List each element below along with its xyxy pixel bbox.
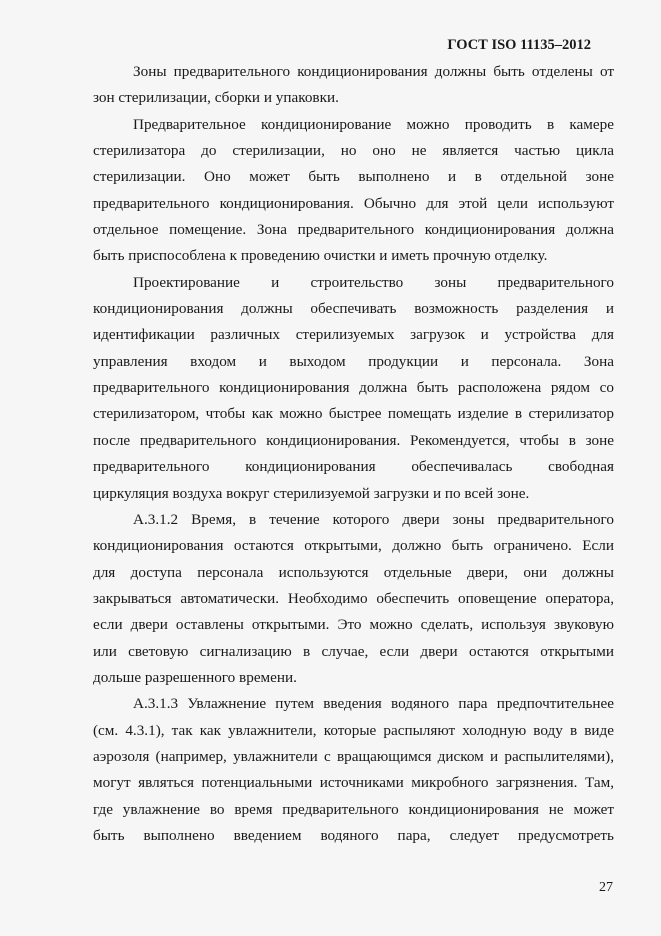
document-body bbox=[93, 59, 614, 849]
text-line: А.3.1.2 Время, в течение которого двери зоны предварительного bbox=[133, 510, 614, 528]
text-line: (см. 4.3.1), так как увлажнители, которые распыляют холодную воду в виде bbox=[93, 721, 614, 739]
text-line: отдельное помещение. Зона предварительного кондиционирования должна bbox=[93, 221, 614, 239]
text-line: закрываться автоматически. Необходимо обеспечить оповещение оператора, bbox=[93, 589, 614, 607]
text-line: дольше разрешенного времени. bbox=[93, 668, 297, 686]
paragraph-section-a313 bbox=[93, 691, 614, 849]
text-line: стерилизатором, чтобы как можно быстрее помещать изделие в стерилизатор bbox=[93, 405, 614, 423]
text-line: управления входом и выходом продукции и персонала. Зона bbox=[93, 352, 614, 370]
text-line: стерилизации. Оно может быть выполнено и в отдельной зоне bbox=[93, 168, 614, 186]
text-line: или световую сигнализацию в случае, если двери остаются открытыми bbox=[93, 642, 614, 660]
document-header-standard-code: ГОСТ ISO 11135–2012 bbox=[447, 37, 591, 53]
text-line: быть приспособлена к проведению очистки и иметь прочную отделку. bbox=[93, 247, 548, 265]
text-line: предварительного кондиционирования должна быть расположена рядом со bbox=[93, 379, 614, 397]
text-line: Зоны предварительного кондиционирования должны быть отделены от bbox=[133, 63, 614, 80]
text-line: стерилизатора до стерилизации, но оно не является частью цикла bbox=[93, 142, 614, 160]
text-line: для доступа персонала используются отдельные двери, они должны bbox=[93, 563, 614, 581]
paragraph-preconditioning-location bbox=[93, 112, 614, 270]
text-line: предварительного кондиционирования. Обычно для этой цели используют bbox=[93, 194, 614, 212]
paragraph-zone-separation bbox=[93, 59, 614, 112]
paragraph-section-a312 bbox=[93, 507, 614, 691]
paragraph-zone-design bbox=[93, 270, 614, 507]
text-line: А.3.1.3 Увлажнение путем введения водяного пара предпочтительнее bbox=[133, 695, 614, 713]
text-line: Предварительное кондиционирование можно проводить в камере bbox=[133, 115, 614, 133]
text-line: если двери оставлены открытыми. Это можно сделать, используя звуковую bbox=[93, 616, 614, 634]
text-line: где увлажнение во время предварительного кондиционирования не может bbox=[93, 800, 614, 818]
text-line: кондиционирования остаются открытыми, должно быть ограничено. Если bbox=[93, 537, 614, 555]
text-line: после предварительного кондиционирования. Рекомендуется, чтобы в зоне bbox=[93, 431, 614, 449]
text-line: циркуляция воздуха вокруг стерилизуемой загрузки и по всей зоне. bbox=[93, 484, 530, 502]
text-line: предварительного кондиционирования обеспечивалась свободная bbox=[93, 458, 614, 476]
text-line: зон стерилизации, сборки и упаковки. bbox=[93, 89, 339, 107]
text-line: идентификации различных стерилизуемых загрузок и устройства для bbox=[93, 326, 614, 344]
text-line: кондиционирования должны обеспечивать возможность разделения и bbox=[93, 300, 614, 318]
page-number: 27 bbox=[599, 880, 613, 895]
text-line: быть выполнено введением водяного пара, следует предусмотреть bbox=[93, 826, 614, 844]
text-line: могут являться потенциальными источниками микробного загрязнения. Там, bbox=[93, 774, 614, 792]
text-line: Проектирование и строительство зоны предварительного bbox=[133, 273, 614, 291]
text-line: аэрозоля (например, увлажнители с вращающимся диском и распылителями), bbox=[93, 747, 614, 765]
